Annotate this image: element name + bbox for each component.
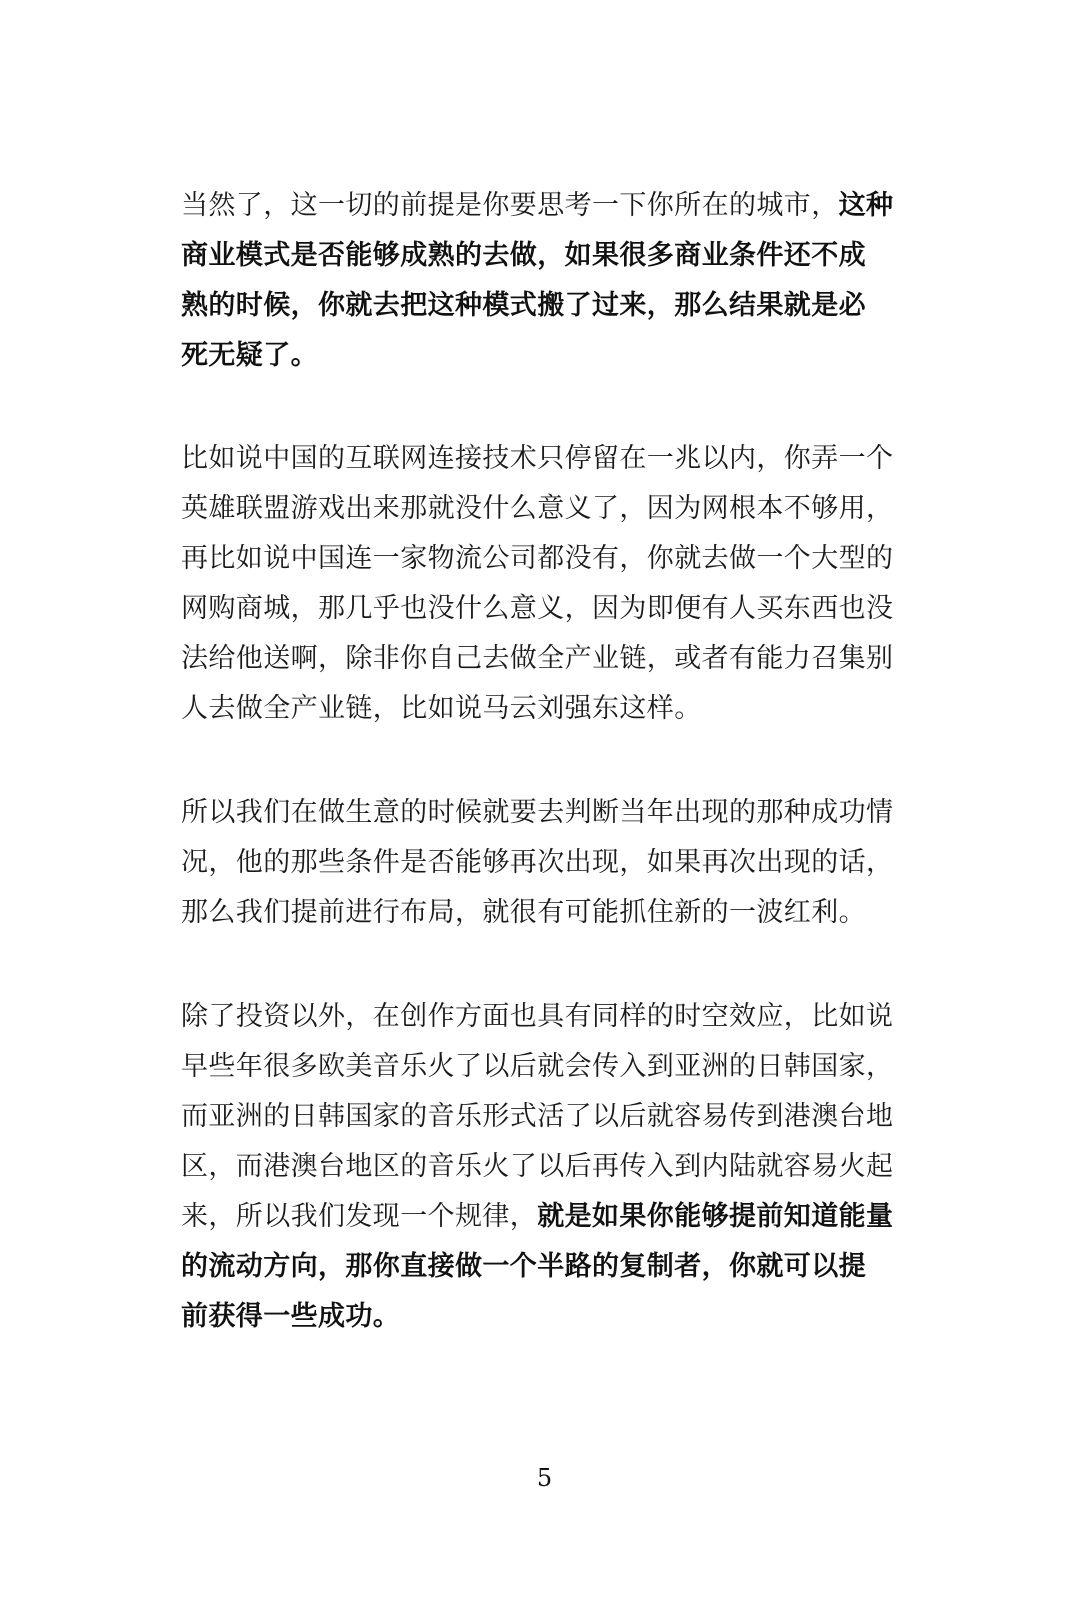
paragraph-3-text: 所以我们在做生意的时候就要去判断当年出现的那种成功情 况，他的那些条件是否能够再次出现，如果再次出现的话， 那么我们提前进行布局，就很有可能抓住新的一波红利。 [181, 797, 894, 928]
page-number: 5 [536, 1464, 553, 1492]
paragraph-4 [181, 992, 926, 1342]
paragraph-1-text: 当然了，这一切的前提是你要思考一下你所在的城市， [181, 190, 839, 221]
paragraph-1-bold-text: 这种 商业模式是否能够成熟的去做，如果很多商业条件还不成 熟的时候，你就去把这种模式搬了过来，那么结果就是必 死无疑了。 [181, 190, 894, 371]
paragraph-1 [181, 181, 926, 381]
paragraph-2-text: 比如说中国的互联网连接技术只停留在一兆以内，你弄一个 英雄联盟游戏出来那就没什么意义了，因为网根本不够用， 再比如说中国连一家物流公司都没有，你就去做一个大型的 网购商城，那几乎也没什么意义，因为即便有人买东西也没 法给他送啊，除非你自己去做全产业链，或者有能力召集别 人去做全产业链，比如说马云刘强东这样。 [181, 443, 894, 724]
paragraph-4-text: 除了投资以外，在创作方面也具有同样的时空效应，比如说 早些年很多欧美音乐火了以后就会传入到亚洲的日韩国家， 而亚洲的日韩国家的音乐形式活了以后就容易传到港澳台地 区，而港澳台地区的音乐火了以后再传入到内陆就容易火起 来，所以我们发现一个规律， [181, 1001, 894, 1232]
paragraph-2 [181, 434, 926, 734]
paragraph-4-bold-text: 就是如果你能够提前知道能量 的流动方向，那你直接做一个半路的复制者，你就可以提 前获得一些成功。 [181, 1201, 894, 1332]
paragraph-3 [181, 788, 926, 938]
